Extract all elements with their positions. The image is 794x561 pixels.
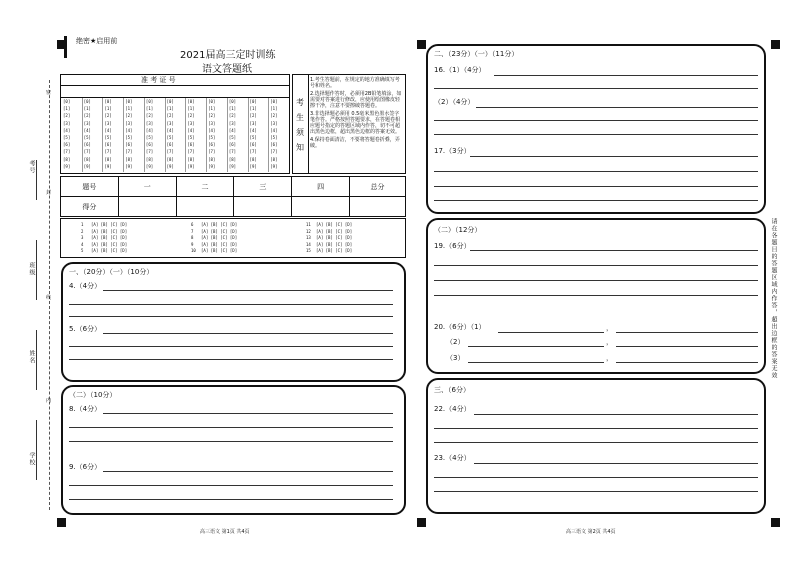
mc-number: 9 [191, 241, 194, 247]
mc-options[interactable]: [A] [B] [C] [D] [201, 235, 238, 240]
exam-id-bubble[interactable]: [0] [166, 99, 174, 104]
exam-id-bubble[interactable]: [3] [145, 120, 154, 126]
exam-id-bubble[interactable]: [8] [270, 156, 278, 162]
answer-line[interactable] [434, 171, 758, 172]
answer-line[interactable] [434, 200, 758, 201]
exam-id-bubble[interactable]: [4] [125, 127, 133, 133]
right-margin-warning: 请在各题目的答题区域内作答，超出边框的答案无效 [770, 218, 777, 379]
exam-id-bubble[interactable]: [2] [270, 113, 278, 119]
exam-id-bubble[interactable]: [7] [63, 149, 71, 155]
exam-id-bubble[interactable]: [9] [249, 163, 257, 169]
p2-sub2-title: （二）（12分） [434, 226, 482, 234]
answer-line[interactable] [470, 156, 758, 157]
exam-id-bubble[interactable]: [6] [249, 142, 257, 148]
mc-number: 6 [191, 222, 194, 227]
score-header-cell: 二 [176, 177, 234, 197]
crease-mark [64, 36, 67, 58]
comma: ， [606, 338, 613, 346]
exam-id-bubble[interactable]: [5] [125, 135, 133, 140]
exam-id-bubble[interactable]: [0] [208, 99, 216, 104]
mc-number: 2 [81, 228, 84, 234]
margin-banji: 班级 [28, 262, 35, 276]
exam-id-bubble[interactable]: [6] [125, 142, 133, 148]
answer-line[interactable] [494, 75, 758, 76]
mc-number: 3 [81, 235, 84, 240]
exam-id-grid [60, 74, 290, 174]
exam-id-bubble[interactable]: [9] [270, 163, 278, 169]
exam-id-bubble[interactable]: [5] [270, 135, 278, 140]
mc-row [191, 243, 237, 248]
exam-id-column [83, 98, 104, 172]
exam-id-bubble[interactable]: [2] [228, 113, 237, 119]
mc-row [81, 230, 127, 235]
exam-id-bubble[interactable]: [2] [63, 113, 71, 119]
exam-id-bubble[interactable]: [8] [187, 156, 195, 162]
answer-line[interactable] [103, 290, 393, 291]
answer-line[interactable] [434, 186, 758, 187]
mc-number: 13 [306, 235, 311, 240]
score-header-cell: 三 [234, 177, 292, 197]
secret-label: 绝密★启用前 [76, 37, 118, 45]
registration-mark [417, 518, 426, 527]
q16-1-label: 16.（1）（4分） [434, 66, 486, 74]
mc-number: 14 [306, 241, 311, 247]
notice-divider [308, 75, 309, 173]
exam-id-bubble[interactable]: [7] [83, 149, 91, 155]
answer-line[interactable] [498, 332, 604, 333]
mc-options[interactable]: [A] [B] [C] [D] [316, 235, 353, 240]
answer-line[interactable] [69, 359, 393, 360]
q16-2-label: （2）（4分） [434, 98, 475, 106]
exam-id-bubble[interactable]: [8] [145, 156, 154, 162]
q8-label: 8.（4分） [69, 405, 102, 413]
mc-number: 8 [191, 235, 194, 240]
exam-id-bubble[interactable]: [9] [145, 163, 154, 169]
margin-name-line [36, 160, 37, 200]
exam-id-label-line [61, 85, 289, 86]
exam-id-column [103, 98, 124, 172]
answer-line[interactable] [103, 471, 393, 472]
mc-row [306, 243, 352, 248]
mc-options[interactable]: [A] [B] [C] [D] [316, 222, 353, 227]
seal-char: 内 [46, 398, 52, 404]
exam-id-bubble[interactable]: [3] [125, 120, 133, 126]
q20-label: 20.（6分）（1） [434, 323, 486, 331]
answer-line[interactable] [616, 332, 758, 333]
exam-id-bubble[interactable]: [8] [166, 156, 174, 162]
exam-id-bubble[interactable]: [8] [83, 156, 91, 162]
seal-char: 封 [46, 190, 52, 196]
answer-line[interactable] [616, 346, 758, 347]
answer-line[interactable] [69, 441, 393, 442]
registration-mark [417, 40, 426, 49]
exam-id-bubble[interactable]: [9] [208, 163, 216, 169]
mc-options[interactable]: [A] [B] [C] [D] [201, 222, 238, 227]
exam-id-bubble[interactable]: [8] [228, 156, 237, 162]
answer-line[interactable] [434, 442, 758, 443]
exam-id-bubble[interactable]: [2] [104, 113, 112, 119]
seal-char: 密 [46, 90, 52, 96]
mc-options[interactable]: [A] [B] [C] [D] [201, 248, 238, 253]
registration-mark [771, 40, 780, 49]
answer-sheet-title: 语文答题纸 [202, 64, 252, 75]
answer-line[interactable] [69, 346, 393, 347]
notice-item: 1.考生答题前，在规定的地方准确填写考号和姓名。 [310, 77, 400, 89]
exam-id-columns [61, 98, 289, 173]
mc-row [81, 243, 127, 248]
exam-id-bubble[interactable]: [1] [228, 106, 237, 112]
exam-id-bubble[interactable]: [5] [104, 135, 112, 140]
exam-id-bubble[interactable]: [3] [83, 120, 91, 126]
mc-row [81, 236, 127, 241]
answer-line[interactable] [434, 88, 758, 89]
exam-id-bubble[interactable]: [8] [208, 156, 216, 162]
notice-item: 3.非选择题必须用 0.5毫米黑色墨水签字笔作答。严格按照答题要求，在答题卷相应题号指定的答题区域内作答，切不可超出黑色边框，超出黑色边框的答案无效。 [310, 111, 401, 135]
exam-id-bubble[interactable]: [5] [187, 135, 195, 140]
exam-id-bubble[interactable]: [9] [125, 163, 133, 169]
p2-section3-title: 三、（6分） [434, 386, 470, 394]
exam-id-bubble[interactable]: [6] [63, 142, 71, 148]
answer-line[interactable] [434, 265, 758, 266]
exam-id-bubble[interactable]: [9] [63, 163, 71, 169]
mc-options[interactable]: [A] [B] [C] [D] [201, 241, 238, 247]
mc-options[interactable]: [A] [B] [C] [D] [201, 228, 238, 234]
mc-row [191, 223, 237, 228]
exam-id-bubble[interactable]: [7] [187, 149, 195, 155]
answer-line[interactable] [434, 295, 758, 296]
answer-line[interactable] [434, 491, 758, 492]
mc-number: 11 [306, 222, 311, 227]
exam-id-column [145, 98, 166, 172]
exam-id-bubble[interactable]: [0] [145, 99, 154, 104]
exam-id-bubble[interactable]: [4] [166, 127, 174, 133]
mc-row [306, 223, 352, 228]
mc-options[interactable]: [A] [B] [C] [D] [91, 222, 128, 227]
exam-id-bubble[interactable]: [7] [125, 149, 133, 155]
mc-row [306, 249, 352, 254]
mc-options[interactable]: [A] [B] [C] [D] [91, 235, 128, 240]
answer-box-section1-part2 [61, 385, 406, 515]
score-cell[interactable] [292, 197, 350, 217]
exam-id-bubble[interactable]: [1] [208, 106, 216, 112]
score-table [60, 176, 406, 217]
comma: ， [606, 324, 613, 332]
answer-line[interactable] [468, 362, 604, 363]
exam-id-bubble[interactable]: [3] [228, 120, 237, 126]
mc-number: 10 [191, 248, 196, 253]
exam-id-bubble[interactable]: [7] [166, 149, 174, 155]
exam-id-column [186, 98, 207, 172]
exam-id-bubble[interactable]: [6] [104, 142, 112, 148]
exam-id-bubble[interactable]: [0] [83, 99, 91, 104]
exam-id-bubble[interactable]: [5] [208, 135, 216, 140]
exam-id-bubble[interactable]: [7] [228, 149, 237, 155]
exam-id-bubble[interactable]: [7] [270, 149, 278, 155]
exam-title: 2021届高三定时训练 [180, 50, 276, 61]
exam-id-bubble[interactable]: [6] [228, 142, 237, 148]
mc-options[interactable]: [A] [B] [C] [D] [316, 248, 353, 253]
answer-line[interactable] [434, 134, 758, 135]
exam-id-bubble[interactable]: [2] [166, 113, 174, 119]
answer-line[interactable] [69, 427, 393, 428]
score-header-cell: 四 [292, 177, 350, 197]
notice-text [310, 77, 404, 149]
exam-id-bubble[interactable]: [5] [166, 135, 174, 140]
answer-line[interactable] [434, 120, 758, 121]
mc-row [306, 236, 352, 241]
mc-number: 12 [306, 228, 311, 234]
mc-number: 15 [306, 248, 311, 253]
exam-id-bubble[interactable]: [9] [187, 163, 195, 169]
exam-id-bubble[interactable]: [8] [104, 156, 112, 162]
mc-options[interactable]: [A] [B] [C] [D] [91, 241, 128, 247]
mc-row [81, 223, 127, 228]
score-row-label: 得分 [61, 197, 119, 217]
answer-line[interactable] [69, 304, 393, 305]
answer-line[interactable] [434, 428, 758, 429]
mc-number: 5 [81, 248, 84, 253]
exam-id-bubble[interactable]: [2] [249, 113, 257, 119]
exam-id-bubble[interactable]: [3] [249, 120, 257, 126]
exam-id-bubble[interactable]: [7] [104, 149, 112, 155]
exam-id-bubble[interactable]: [8] [125, 156, 133, 162]
score-header-cell: 一 [118, 177, 176, 197]
exam-id-bubble[interactable]: [0] [187, 99, 195, 104]
exam-id-bubble[interactable]: [3] [270, 120, 278, 126]
q20-2-label: （2） [446, 338, 465, 346]
mc-number: 1 [81, 222, 84, 227]
answer-line[interactable] [434, 477, 758, 478]
exam-id-bubble[interactable]: [2] [83, 113, 91, 119]
exam-id-bubble[interactable]: [0] [63, 99, 71, 104]
answer-line[interactable] [103, 333, 393, 334]
exam-id-bubble[interactable]: [3] [63, 120, 71, 126]
answer-line[interactable] [69, 316, 393, 317]
exam-id-bubble[interactable]: [2] [125, 113, 133, 119]
p2-section-title: 二、（23分）（一）（11分） [434, 50, 519, 58]
exam-id-bubble[interactable]: [6] [166, 142, 174, 148]
answer-box-section1 [61, 262, 406, 382]
exam-id-column [228, 98, 249, 172]
answer-line[interactable] [474, 463, 758, 464]
exam-id-bubble[interactable]: [5] [228, 135, 237, 140]
exam-id-bubble[interactable]: [1] [83, 106, 91, 112]
q20-3-label: （3） [446, 354, 465, 362]
exam-id-bubble[interactable]: [4] [83, 127, 91, 133]
exam-id-bubble[interactable]: [6] [83, 142, 91, 148]
exam-id-bubble[interactable]: [3] [104, 120, 112, 126]
exam-id-bubble[interactable]: [5] [145, 135, 154, 140]
mc-number: 4 [81, 241, 84, 247]
margin-class-line [36, 240, 37, 300]
margin-xingming: 姓名 [28, 350, 35, 364]
exam-id-bubble[interactable]: [1] [145, 106, 154, 112]
mc-row [306, 230, 352, 235]
exam-id-bubble[interactable]: [0] [104, 99, 112, 104]
exam-id-bubble[interactable]: [4] [208, 127, 216, 133]
q19-label: 19.（6分） [434, 242, 471, 250]
exam-id-column [269, 98, 289, 172]
exam-id-column [207, 98, 228, 172]
score-header-cell: 题号 [61, 177, 119, 197]
exam-id-bubble[interactable]: [4] [63, 127, 71, 133]
exam-id-column [166, 98, 187, 172]
answer-line[interactable] [616, 362, 758, 363]
exam-id-bubble[interactable]: [0] [228, 99, 237, 104]
answer-line[interactable] [69, 499, 393, 500]
mc-grid [61, 222, 405, 256]
margin-school-line [36, 420, 37, 480]
answer-box-section2 [426, 44, 766, 214]
answer-line[interactable] [470, 250, 758, 251]
exam-id-bubble[interactable]: [8] [249, 156, 257, 162]
answer-line[interactable] [474, 414, 758, 415]
exam-id-bubble[interactable]: [1] [104, 106, 112, 112]
exam-id-bubble[interactable]: [9] [104, 163, 112, 169]
exam-id-bubble[interactable]: [0] [270, 99, 278, 104]
mc-row [191, 236, 237, 241]
score-cell[interactable] [176, 197, 234, 217]
margin-xuexiao: 学校 [28, 452, 35, 466]
exam-id-column [62, 98, 83, 172]
page1-footer: 高三语文 第1页 共4页 [200, 529, 250, 535]
exam-id-bubble[interactable]: [7] [208, 149, 216, 155]
answer-line[interactable] [69, 485, 393, 486]
mc-row [191, 249, 237, 254]
exam-id-bubble[interactable]: [5] [83, 135, 91, 140]
mc-options[interactable]: [A] [B] [C] [D] [91, 248, 128, 253]
q5-label: 5.（6分） [69, 325, 102, 333]
mc-options[interactable]: [A] [B] [C] [D] [91, 228, 128, 234]
exam-id-bubble[interactable]: [0] [249, 99, 257, 104]
exam-id-bubble[interactable]: [3] [166, 120, 174, 126]
answer-box-section2-part2 [426, 218, 766, 374]
exam-id-column [249, 98, 270, 172]
exam-id-bubble[interactable]: [2] [187, 113, 195, 119]
exam-id-label: 准 考 证 号 [141, 76, 176, 84]
exam-id-bubble[interactable]: [5] [63, 135, 71, 140]
margin-student-line [36, 330, 37, 390]
exam-id-bubble[interactable]: [4] [145, 127, 154, 133]
registration-mark [771, 518, 780, 527]
exam-id-bubble[interactable]: [3] [187, 120, 195, 126]
mc-block [60, 218, 406, 258]
exam-id-bubble[interactable]: [3] [208, 120, 216, 126]
exam-id-bubble[interactable]: [1] [187, 106, 195, 112]
answer-line[interactable] [103, 413, 393, 414]
exam-id-bubble[interactable]: [9] [83, 163, 91, 169]
exam-id-bubble[interactable]: [5] [249, 135, 257, 140]
comma: ， [606, 354, 613, 362]
notice-label: 考生须知 [296, 98, 304, 152]
registration-mark [57, 518, 66, 527]
exam-id-bubble[interactable]: [9] [166, 163, 174, 169]
exam-id-bubble[interactable]: [2] [208, 113, 216, 119]
score-cell[interactable] [118, 197, 176, 217]
exam-id-bubble[interactable]: [4] [104, 127, 112, 133]
seal-char: 线 [46, 295, 52, 301]
notice-box [292, 74, 406, 174]
exam-id-bubble[interactable]: [9] [228, 163, 237, 169]
section2-title: （二）（10分） [69, 391, 117, 399]
exam-id-bubble[interactable]: [2] [145, 113, 154, 119]
exam-id-bubble[interactable]: [6] [187, 142, 195, 148]
exam-id-bubble[interactable]: [4] [228, 127, 237, 133]
q9-label: 9.（6分） [69, 463, 102, 471]
q22-label: 22.（4分） [434, 405, 471, 413]
exam-id-bubble[interactable]: [6] [208, 142, 216, 148]
mc-options[interactable]: [A] [B] [C] [D] [316, 241, 353, 247]
mc-options[interactable]: [A] [B] [C] [D] [316, 228, 353, 234]
exam-id-bubble[interactable]: [6] [270, 142, 278, 148]
q17-label: 17.（3分） [434, 147, 471, 155]
exam-id-bubble[interactable]: [1] [63, 106, 71, 112]
answer-line[interactable] [476, 107, 758, 108]
answer-box-section3 [426, 378, 766, 514]
exam-id-bubble[interactable]: [1] [249, 106, 257, 112]
exam-id-bubble[interactable]: [7] [145, 149, 154, 155]
exam-id-bubble[interactable]: [6] [145, 142, 154, 148]
page2-footer: 高三语文 第2页 共4页 [566, 529, 616, 535]
exam-id-column [124, 98, 145, 172]
notice-item: 4.保持卷面清洁，不要将答题卷折叠，弄破。 [310, 137, 400, 149]
margin-kaohao: 考号 [28, 160, 35, 174]
exam-id-bubble[interactable]: [4] [249, 127, 257, 133]
exam-id-bubble[interactable]: [1] [166, 106, 174, 112]
q4-label: 4.（4分） [69, 282, 102, 290]
section1-title: 一、（20分）（一）（10分） [69, 268, 154, 276]
exam-id-bubble[interactable]: [0] [125, 99, 133, 104]
mc-row [191, 230, 237, 235]
exam-id-bubble[interactable]: [4] [270, 127, 278, 133]
answer-line[interactable] [468, 346, 604, 347]
mc-row [81, 249, 127, 254]
score-header-cell: 总分 [350, 177, 406, 197]
mc-number: 7 [191, 228, 194, 234]
exam-id-bubble[interactable]: [4] [187, 127, 195, 133]
exam-id-bubble[interactable]: [1] [125, 106, 133, 112]
score-cell[interactable] [350, 197, 406, 217]
score-cell[interactable] [234, 197, 292, 217]
exam-id-bubble[interactable]: [7] [249, 149, 257, 155]
answer-line[interactable] [434, 280, 758, 281]
exam-id-bubble[interactable]: [8] [63, 156, 71, 162]
notice-item: 2.选择题作答时，必须用2B铅笔填涂，如需要对答案进行修改，应使用绘图橡皮轻擦干净，注意不要擦破答题卷。 [310, 91, 402, 109]
q23-label: 23.（4分） [434, 454, 471, 462]
exam-id-bubble[interactable]: [1] [270, 106, 278, 112]
